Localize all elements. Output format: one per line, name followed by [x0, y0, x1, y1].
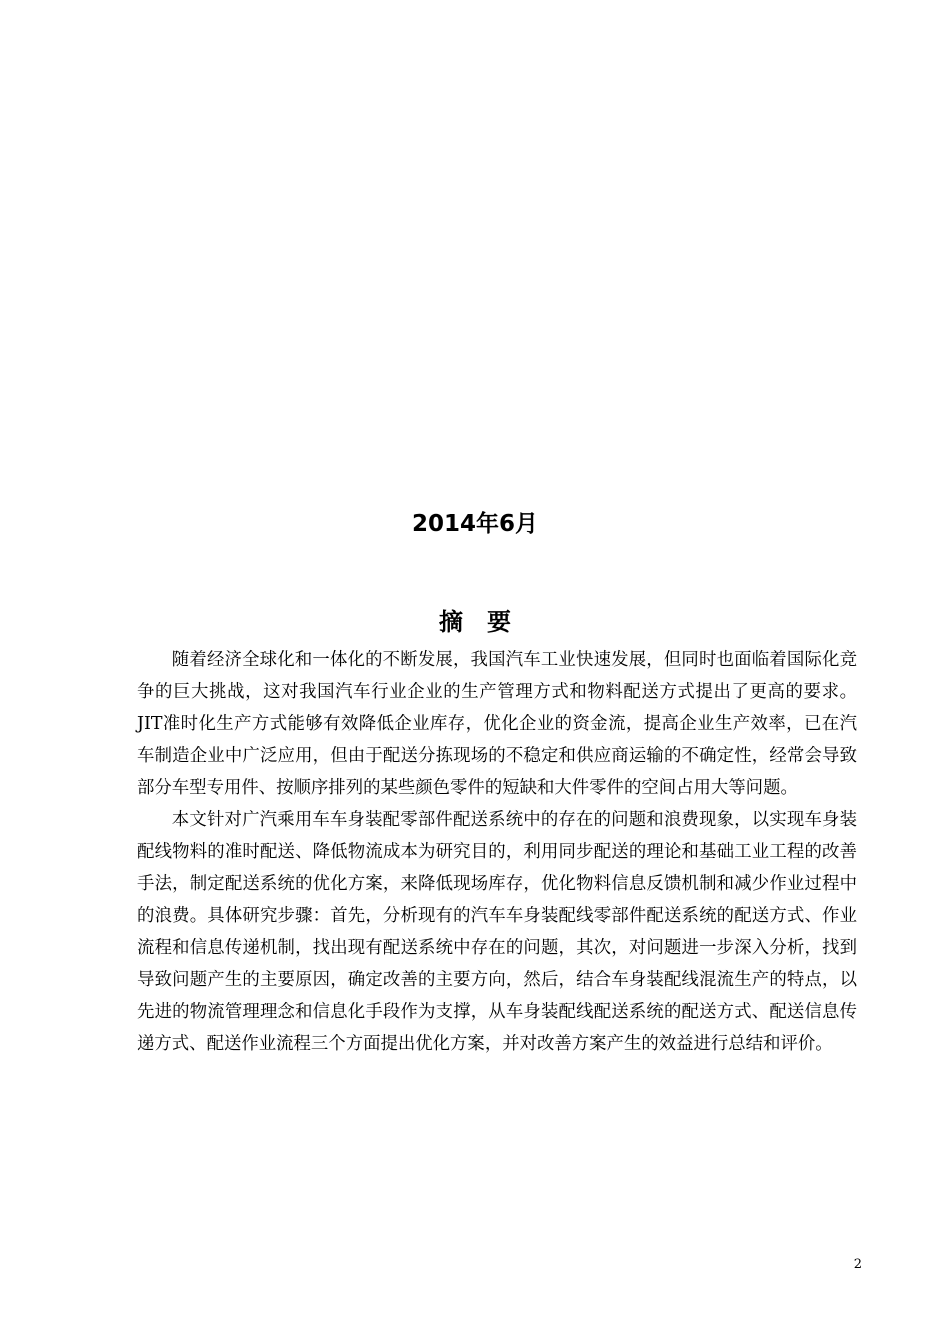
- abstract-heading-right: 要: [487, 608, 511, 636]
- abstract-body: [137, 644, 857, 1060]
- date-line: 2014年6月: [411, 511, 539, 537]
- abstract-heading-left: 摘: [439, 608, 463, 636]
- abstract-paragraph-1: 随着经济全球化和一体化的不断发展，我国汽车工业快速发展，但同时也面临着国际化竞争的巨大挑战，这对我国汽车行业企业的生产管理方式和物料配送方式提出了更高的要求。JIT准时化生产方式能够有效降低企业库存，优化企业的资金流，提高企业生产效率，已在汽车制造企业中广泛应用，但由于配送分拣现场的不稳定和供应商运输的不确定性，经常会导致部分车型专用件、按顺序排列的某些颜色零件的短缺和大件零件的空间占用大等问题。: [137, 650, 857, 798]
- abstract-paragraph-2: 本文针对广汽乘用车车身装配零部件配送系统中的存在的问题和浪费现象，以实现车身装配线物料的准时配送、降低物流成本为研究目的，利用同步配送的理论和基础工业工程的改善手法，制定配送系统的优化方案，来降低现场库存，优化物料信息反馈机制和减少作业过程中的浪费。具体研究步骤：首先，分析现有的汽车车身装配线零部件配送系统的配送方式、作业流程和信息传递机制，找出现有配送系统中存在的问题，其次，对问题进一步深入分析，找到导致问题产生的主要原因，确定改善的主要方向，然后，结合车身装配线混流生产的特点，以先进的物流管理理念和信息化手段作为支撑，从车身装配线配送系统的配送方式、配送信息传递方式、配送作业流程三个方面提出优化方案，并对改善方案产生的效益进行总结和评价。: [137, 810, 857, 1054]
- page-number: 2: [853, 1257, 862, 1272]
- abstract-heading: [0, 602, 950, 642]
